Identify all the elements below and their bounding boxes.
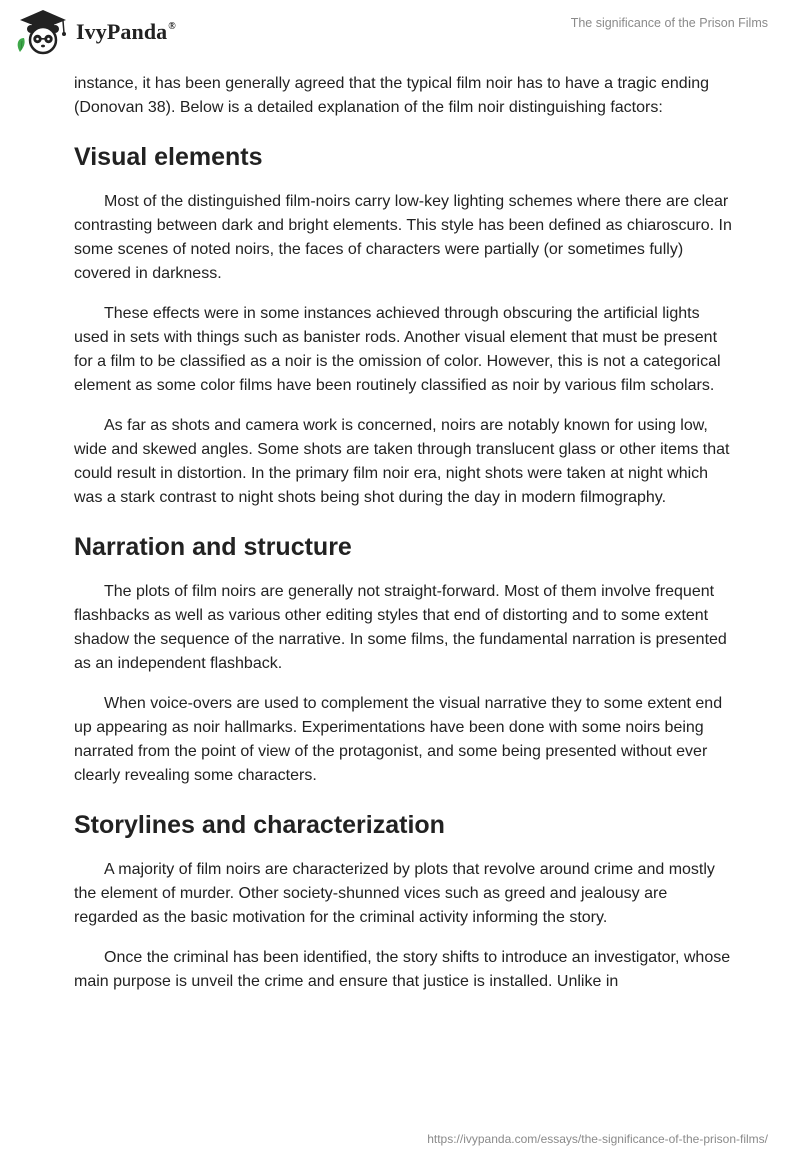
- heading-narration-and-structure: Narration and structure: [74, 533, 352, 561]
- paragraph: The plots of film noirs are generally not straight-forward. Most of them involve frequent flashbacks as well as various other editing styles that end of distorting and to some extent shadow the sequence of the narrative. In some films, the fundamental narration is presented as an independent flashback.: [74, 583, 727, 672]
- paragraph: A majority of film noirs are characterized by plots that revolve around crime and mostly the element of murder. Other society-shunned vices such as greed and jealousy are regarded as the basic motivation for the criminal activity informing the story.: [74, 861, 715, 926]
- panda-graduate-icon: [14, 8, 72, 56]
- brand-name: IvyPanda®: [76, 19, 176, 44]
- trademark-symbol: ®: [168, 21, 176, 32]
- ivypanda-logo[interactable]: [14, 8, 176, 56]
- paragraph: Most of the distinguished film-noirs carry low-key lighting schemes where there are clear contrasting between dark and bright elements. This style has been defined as chiaroscuro. In some scenes of noted noirs, the faces of characters were partially (or sometimes fully) covered in darkness.: [74, 193, 732, 282]
- paragraph: As far as shots and camera work is concerned, noirs are notably known for using low, wide and skewed angles. Some shots are taken through translucent glass or other items that could result in distortion. In the primary film noir era, night shots were taken at night which was a stark contrast to night shots being shot during the day in modern filmography.: [74, 417, 730, 506]
- heading-visual-elements: Visual elements: [74, 143, 263, 171]
- heading-storylines-and-characterization: Storylines and characterization: [74, 811, 445, 839]
- essay-body: [74, 72, 734, 1010]
- source-url-link[interactable]: https://ivypanda.com/essays/the-significance-of-the-prison-films/: [427, 1132, 768, 1146]
- paragraph: These effects were in some instances achieved through obscuring the artificial lights used in sets with things such as banister rods. Another visual element that must be present for a film to be classified as a noir is the omission of color. However, this is not a categorical element as some color films have been routinely classified as noir by various film scholars.: [74, 305, 721, 394]
- page-header: [0, 0, 800, 62]
- paragraph: When voice-overs are used to complement the visual narrative they to some extent end up appearing as noir hallmarks. Experimentations have been done with some noirs being narrated from the point of view of the protagonist, and some being presented without ever clearly revealing some characters.: [74, 695, 723, 784]
- paragraph: Once the criminal has been identified, the story shifts to introduce an investigator, whose main purpose is unveil the crime and ensure that justice is installed. Unlike in: [74, 949, 731, 990]
- document-title: The significance of the Prison Films: [570, 16, 768, 30]
- paragraph-intro-continued: instance, it has been generally agreed that the typical film noir has to have a tragic ending (Donovan 38). Below is a detailed explanation of the film noir distinguishing factors:: [74, 75, 710, 116]
